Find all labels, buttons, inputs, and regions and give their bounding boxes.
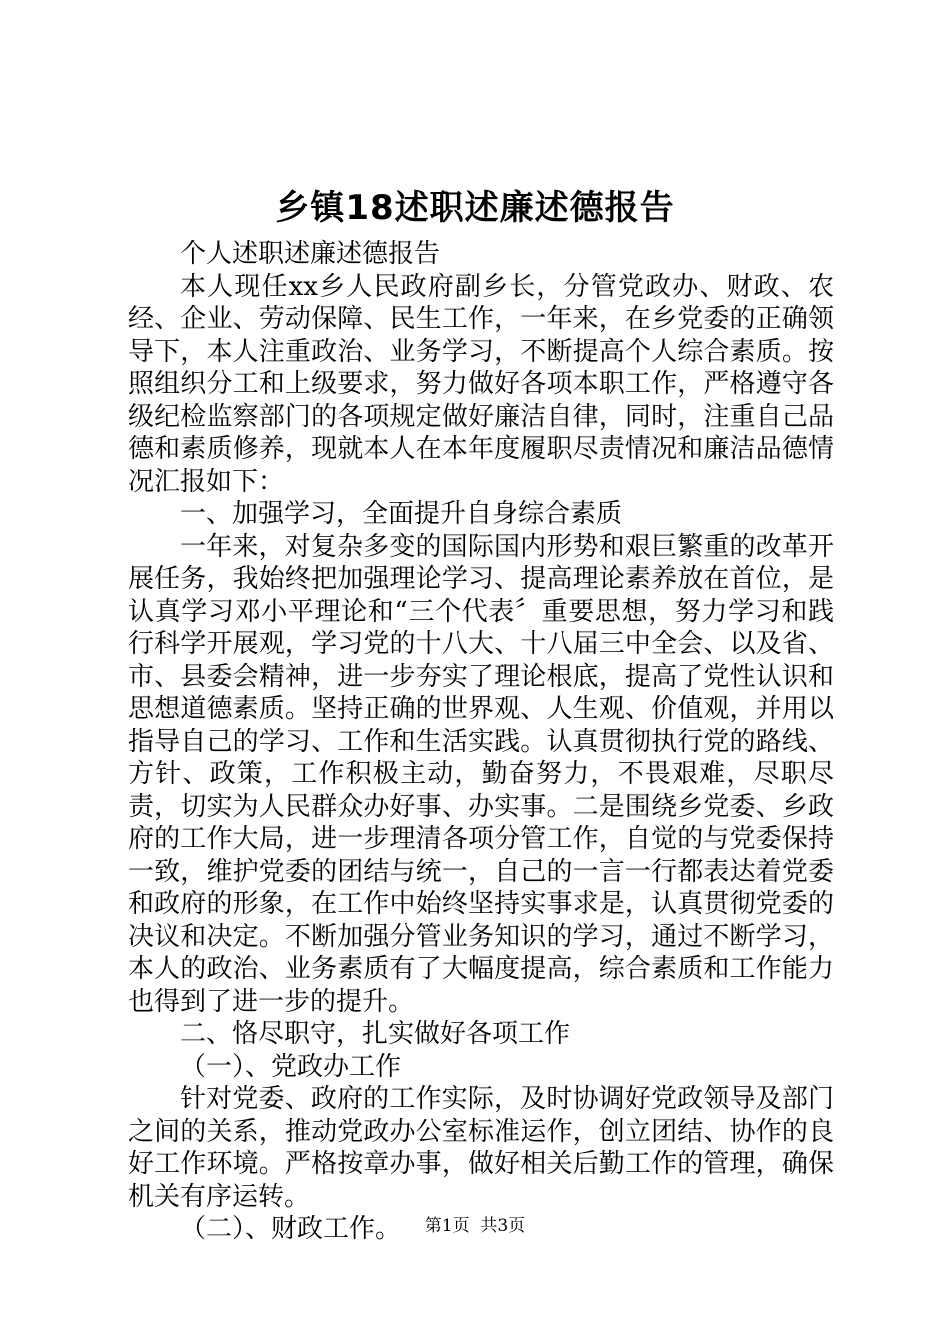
paragraph-study: 一年来，对复杂多变的国际国内形势和艰巨繁重的改革开展任务，我始终把加强理论学习、提高理论素养放在首位，是认真学习邓小平理论和“三个代表〞重要思想，努力学习和践行科学开展观，学习党的十八大、十八届三中全会、以及省、市、县委会精神，进一步夯实了理论根底，提高了党性认识和思想道德素质。坚持正确的世界观、人生观、价值观，并用以指导自己的学习、工作和生活实践。认真贯彻执行党的路线、方针、政策，工作积极主动，勤奋努力，不畏艰难，尽职尽责，切实为人民群众办好事、办实事。二是围绕乡党委、乡政府的工作大局，进一步理清各项分管工作，自觉的与党委保持一致，维护党委的团结与统一，自己的一言一行都表达着党委和政府的形象，在工作中始终坚持实事求是，认真贯彻党委的决议和决定。不断加强分管业务知识的学习，通过不断学习，本人的政治、业务素质有了大幅度提高，综合素质和工作能力也得到了进一步的提升。: [128, 531, 834, 1017]
subsection-heading-1: （一）、党政办工作: [180, 1051, 402, 1082]
section-heading-2: 二、恪尽职守，扎实做好各项工作: [180, 1019, 571, 1049]
subsection-heading-2: （二）、财政工作。: [180, 1214, 402, 1244]
section-heading-1: 一、加强学习，全面提升自身综合素质: [180, 499, 623, 529]
paragraph-intro: 本人现任xx乡人民政府副乡长，分管党政办、财政、农经、企业、劳动保障、民生工作，一年来，在乡党委的正确领导下，本人注重政治、业务学习，不断提高个人综合素质。按照组织分工和上级要求，努力做好各项本职工作，严格遵守各级纪检监察部门的各项规定做好廉洁自律，同时，注重自己品德和素质修养，现就本人在本年度履职尽责情况和廉洁品德情况汇报如下：: [128, 271, 834, 497]
page-footer: [0, 1214, 950, 1238]
document-title: 乡镇18述职述廉述德报告: [275, 188, 675, 228]
paragraph-subtitle: 个人述职述廉述德报告: [180, 239, 441, 269]
document-body: [128, 238, 834, 1246]
page-number: 第1页 共3页: [424, 1216, 526, 1236]
paragraph-office-work: 针对党委、政府的工作实际，及时协调好党政领导及部门之间的关系，推动党政办公室标准运作，创立团结、协作的良好工作环境。严格按章办事，做好相关后勤工作的管理，确保机关有序运转。: [128, 1084, 834, 1212]
